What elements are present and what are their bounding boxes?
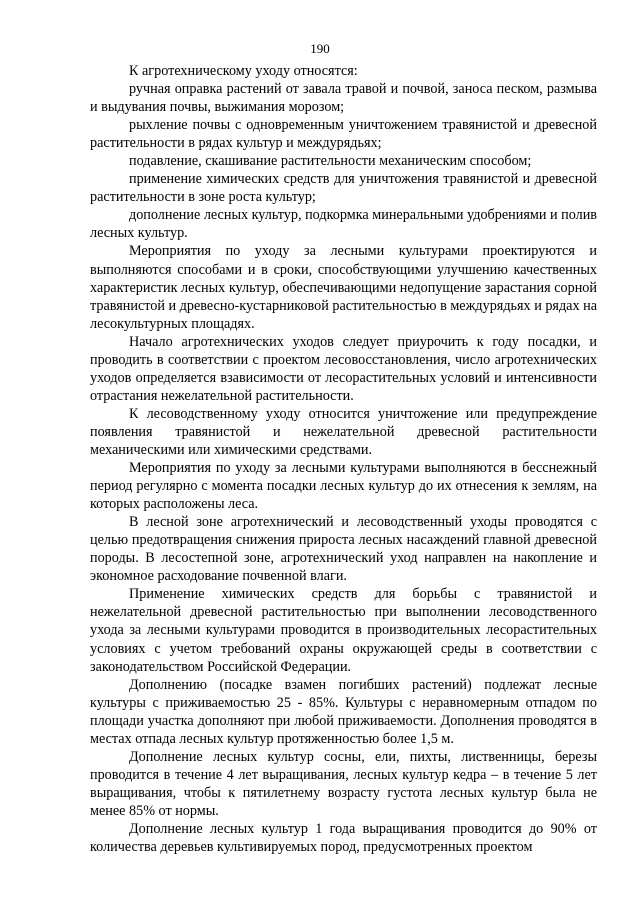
- paragraph-continued: Дополнение лесных культур 1 года выращивания проводится до 90% от количества деревьев культивируемых пород, предусмотренных проектом: [90, 820, 597, 856]
- paragraph: Мероприятия по уходу за лесными культурами выполняются в бесснежный период регулярно с момента посадки лесных культур до их отнесения к землям, на которых расположены леса.: [90, 460, 597, 513]
- paragraph: Дополнение лесных культур сосны, ели, пихты, лиственницы, березы проводится в течение 4 лет выращивания, лесных культур кедра – в течение 5 лет выращивания, чтобы к пятилетнему возрасту густота лесных культур была не менее 85% от нормы.: [90, 748, 597, 819]
- paragraph: В лесной зоне агротехнический и лесоводственный уходы проводятся с целью предотвращения снижения прироста лесных насаждений главной древесной породы. В лесостепной зоне, агротехнический уход направлен на накопление и экономное расходование почвенной влаги.: [90, 514, 597, 585]
- paragraph-intro: К агротехническому уходу относятся:: [129, 63, 358, 79]
- paragraph-list-item: дополнение лесных культур, подкормка минеральными удобрениями и полив лесных культур.: [90, 207, 597, 242]
- paragraph-list-item: применение химических средств для уничтожения травянистой и древесной растительности в зоне роста культур;: [90, 171, 597, 206]
- paragraph-list-item: ручная оправка растений от завала травой и почвой, заноса песком, размыва и выдувания почвы, выжимания морозом;: [90, 81, 597, 116]
- paragraph: Мероприятия по уходу за лесными культурами проектируются и выполняются способами и в сроки, способствующими улучшению качественных характеристик лесных культур, обеспечивающими недопущение зарастания сорной травянистой и древесно-кустарниковой растительностью в междурядьях и рядах на лесокультурных площадях.: [90, 243, 597, 332]
- paragraph: Начало агротехнических уходов следует приурочить к году посадки, и проводить в соответствии с проектом лесовосстановления, число агротехнических уходов определяется взависимости от лесорастительных условий и интенсивности отрастания нежелательной растительности.: [90, 333, 597, 404]
- paragraph: К лесоводственному уходу относится уничтожение или предупреждение появления травянистой и нежелательной древесной растительности механическими или химическими средствами.: [90, 405, 597, 458]
- paragraph-list-item: рыхление почвы с одновременным уничтожением травянистой и древесной растительности в рядах культур и междурядьях;: [90, 117, 597, 152]
- paragraph-list-item: подавление, скашивание растительности механическим способом;: [129, 153, 532, 170]
- body-text: [90, 62, 597, 856]
- paragraph: Дополнению (посадке взамен погибших растений) подлежат лесные культуры с приживаемостью 25 - 85%. Культуры с неравномерным отпадом по площади участка дополняют при любой приживаемости. Дополнения проводятся в местах отпада лесных культур протяженностью более 1,5 м.: [90, 676, 597, 747]
- paragraph: Применение химических средств для борьбы с травянистой и нежелательной древесной растительностью при выполнении лесоводственного ухода за лесными культурами проводится в производительных лесорастительных условиях с учетом требований охраны окружающей среды в соответствии с законодательством Российской Федерации.: [90, 586, 597, 675]
- page-number: 190: [310, 41, 330, 56]
